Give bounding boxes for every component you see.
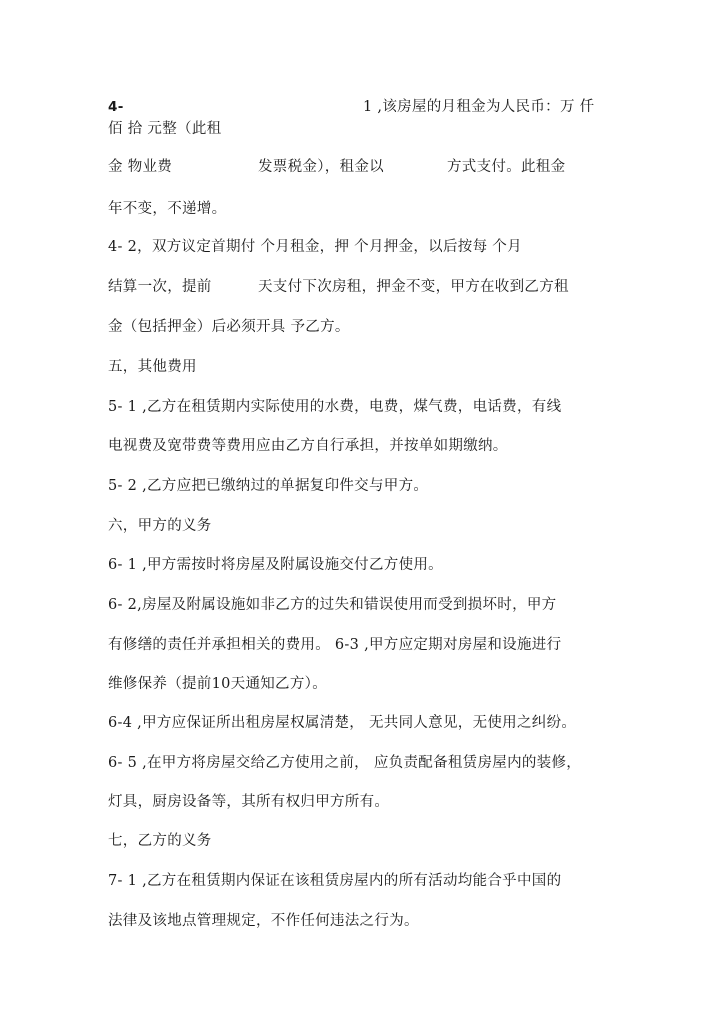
clause-7-1-line-1: 7- 1 ,乙方在租赁期内保证在该租赁房屋内的所有活动均能合乎中国的	[108, 873, 562, 889]
clause-6-2-line-1: 6- 2,房屋及附属设施如非乙方的过失和错误使用而受到损坏时，甲方	[108, 597, 557, 613]
clause-5-2: 5- 2 ,乙方应把已缴纳过的单据复印件交与甲方。	[108, 478, 429, 494]
section-5-heading: 五，其他费用	[108, 359, 197, 375]
clause-5-1-line-2: 电视费及宽带费等费用应由乙方自行承担，并按单如期缴纳。	[108, 438, 508, 454]
clause-4-2-line-2a: 结算一次，提前	[108, 279, 212, 295]
clause-4-2-line-2b: 天支付下次房租，押金不变，甲方在收到乙方租	[258, 279, 569, 295]
clause-4-2-line-3: 金（包括押金）后必须开具 予乙方。	[108, 319, 350, 335]
section-7-heading: 七，乙方的义务	[108, 833, 212, 849]
clause-7-1-line-2: 法律及该地点管理规定，不作任何违法之行为。	[108, 913, 419, 929]
clause-6-4: 6-4 ,甲方应保证所出租房屋权属清楚， 无共同人意见，无使用之纠纷。	[108, 715, 577, 731]
clause-6-1: 6- 1 ,甲方需按时将房屋及附属设施交付乙方使用。	[108, 557, 443, 573]
clause-6-2-line-2: 有修缮的责任并承担相关的费用。 6-3 ,甲方应定期对房屋和设施进行	[108, 637, 562, 653]
clause-4-1-line-4: 年不变，不递增。	[108, 201, 227, 217]
clause-4-1-line-3b: 发票税金），租金以	[258, 159, 384, 175]
clause-4-1-number: 4-	[108, 99, 124, 115]
clause-4-1-line-3a: 金 物业费	[108, 159, 173, 175]
clause-5-1-line-1: 5- 1 ,乙方在租赁期内实际使用的水费，电费，煤气费，电话费，有线	[108, 399, 562, 415]
clause-6-5-line-2: 灯具，厨房设备等，其所有权归甲方所有。	[108, 794, 390, 810]
clause-4-1-line-3c: 方式支付。此租金	[447, 159, 566, 175]
clause-4-1-line-1: 1 ,该房屋的月租金为人民币：万 仟	[363, 99, 595, 115]
clause-6-2-line-3: 维修保养（提前10天通知乙方）。	[108, 676, 327, 692]
clause-6-5-line-1: 6- 5 ,在甲方将房屋交给乙方使用之前， 应负责配备租赁房屋内的装修，	[108, 755, 582, 771]
section-6-heading: 六，甲方的义务	[108, 518, 212, 534]
clause-4-1-line-2: 佰 拾 元整（此租	[108, 121, 222, 137]
clause-4-2-line-1: 4- 2，双方议定首期付 个月租金，押 个月押金，以后按每 个月	[108, 239, 522, 255]
